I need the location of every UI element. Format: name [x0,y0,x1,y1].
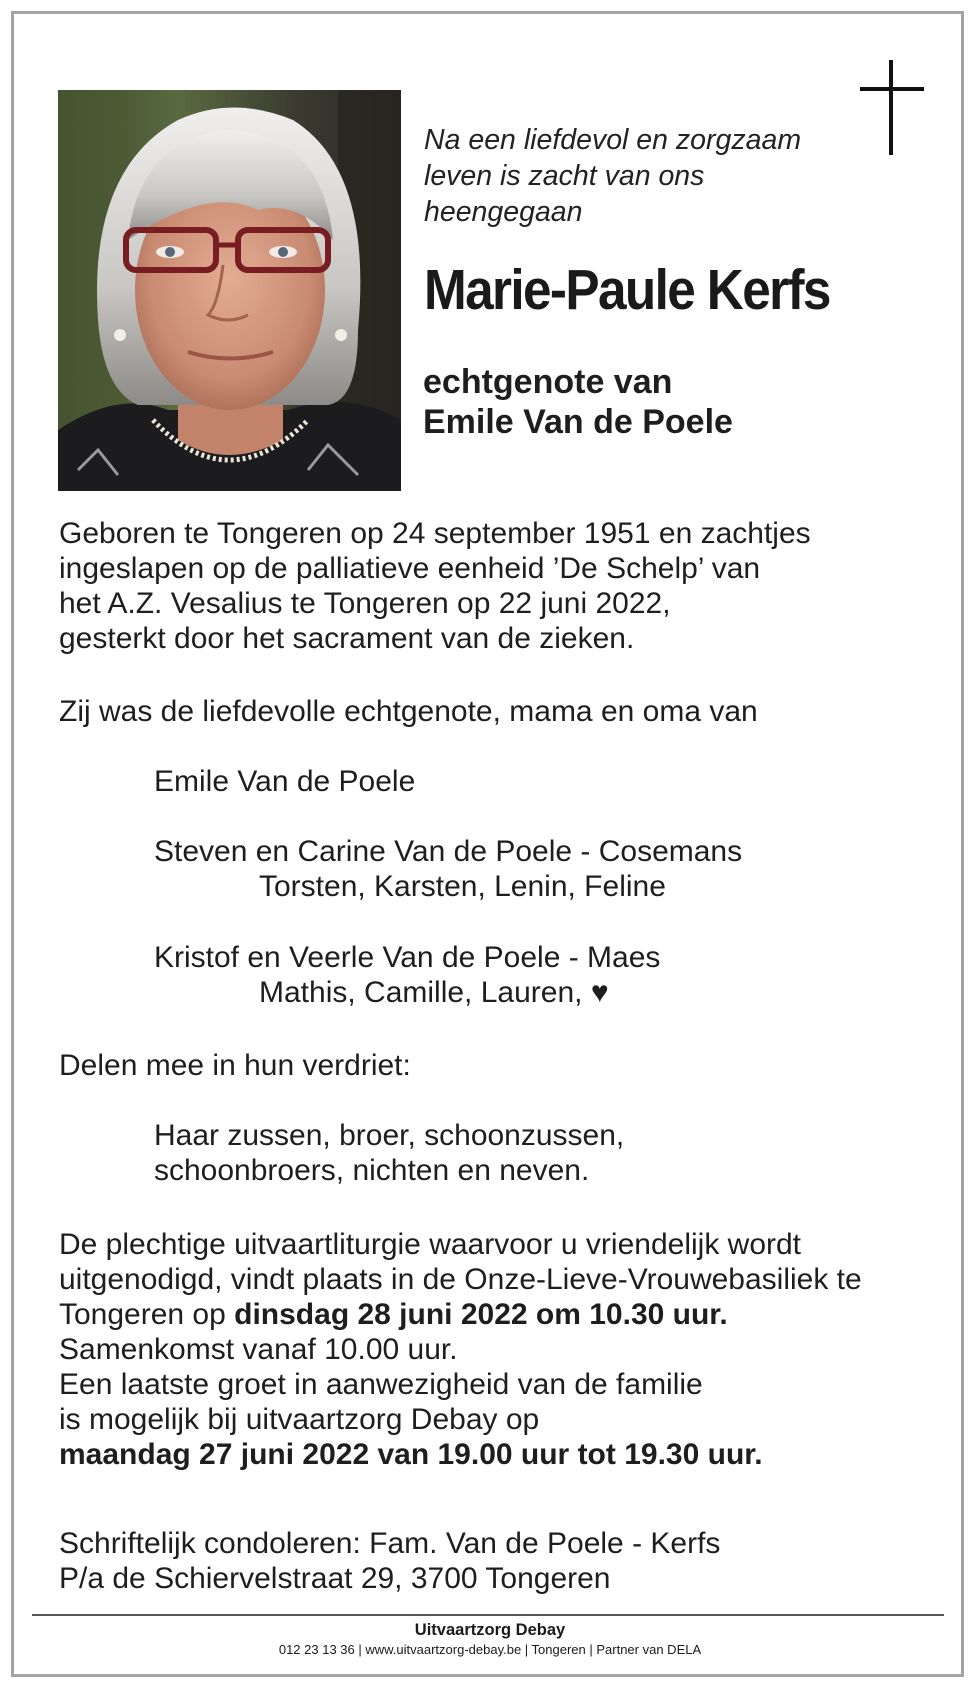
intro-text [424,122,854,230]
paragraph-line: Een laatste groet in aanwezigheid van de familie [59,1368,703,1401]
visitation-date: maandag 27 juni 2022 van 19.00 uur tot 19.30 uur. [59,1438,763,1471]
paragraph-line: P/a de Schiervelstraat 29, 3700 Tongeren [59,1562,611,1595]
grandchildren-names: Mathis, Camille, Lauren, [259,976,583,1009]
paragraph-line: Geboren te Tongeren op 24 september 1951 en zachtjes [59,517,811,550]
ceremony-date: dinsdag 28 juni 2022 om 10.30 uur. [234,1298,728,1331]
sharing-intro: Delen mee in hun verdriet: [59,1049,411,1082]
paragraph-line: gesterkt door het sacrament van de zieken. [59,622,635,655]
relatives-line: Haar zussen, broer, schoonzussen, [154,1119,625,1152]
footer-contact: 012 23 13 36 | www.uitvaartzorg-debay.be | Tongeren | Partner van DELA [278,1642,702,1657]
intro-line: Na een liefdevol en zorgzaam [424,124,802,156]
family-husband: Emile Van de Poele [154,765,416,798]
portrait-photo [58,90,401,491]
family-grandchildren-1: Torsten, Karsten, Lenin, Feline [259,870,666,903]
paragraph-line [59,1297,929,1332]
paragraph-line: Schriftelijk condoleren: Fam. Van de Poele - Kerfs [59,1527,721,1560]
family-child-1: Steven en Carine Van de Poele - Cosemans [154,835,743,868]
paragraph-line: ingeslapen op de palliatieve eenheid ’De Schelp’ van [59,552,761,585]
intro-line: heengegaan [424,196,583,228]
condolence-paragraph [59,1526,929,1596]
paragraph-line: is mogelijk bij uitvaartzorg Debay op [59,1403,540,1436]
intro-line: leven is zacht van ons [424,160,705,192]
footer-title: Uitvaartzorg Debay [414,1621,566,1639]
birth-death-paragraph [59,516,929,656]
spouse-label: echtgenote van [423,363,673,401]
paragraph-line: uitgenodigd, vindt plaats in de Onze-Lieve-Vrouwebasiliek te [59,1263,862,1296]
paragraph-line: Samenkomst vanaf 10.00 uur. [59,1333,458,1366]
relatives-line: schoonbroers, nichten en neven. [154,1154,590,1187]
family-child-2: Kristof en Veerle Van de Poele - Maes [154,941,661,974]
cross-icon [860,60,924,160]
family-intro: Zij was de liefdevolle echtgenote, mama en oma van [59,695,758,728]
spouse-block [423,362,733,442]
family-grandchildren-2 [259,975,609,1010]
spouse-name: Emile Van de Poele [423,403,733,441]
paragraph-line: De plechtige uitvaartliturgie waarvoor u vriendelijk wordt [59,1228,802,1261]
footer-divider [32,1614,944,1616]
heart-icon: ♥ [590,976,609,1009]
ceremony-paragraph [59,1227,929,1472]
ceremony-prefix: Tongeren op [59,1298,235,1331]
paragraph-line: het A.Z. Vesalius te Tongeren op 22 juni 2022, [59,587,671,620]
deceased-name: Marie-Paule Kerfs [424,258,830,322]
